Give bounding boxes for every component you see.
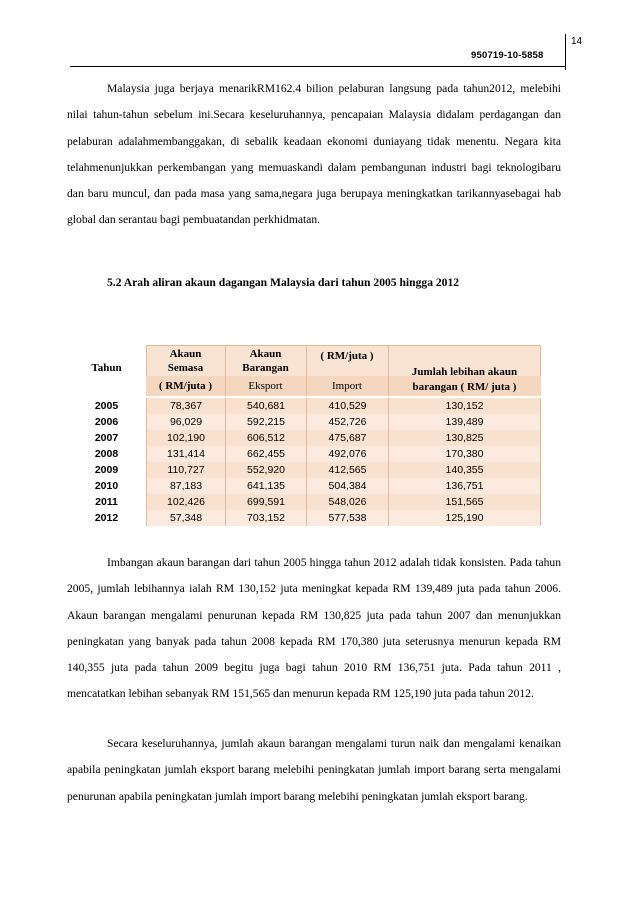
cell-eksport: 662,455 xyxy=(225,446,306,462)
header-tahun: Tahun xyxy=(91,362,122,374)
cell-year: 2010 xyxy=(94,480,119,492)
cell-year: 2007 xyxy=(94,432,119,444)
cell-lebihan: 130,152 xyxy=(388,398,541,414)
cell-import: 492,076 xyxy=(306,446,388,462)
header-akaun-semasa-line1: Akaun xyxy=(169,348,202,360)
cell-year: 2011 xyxy=(95,496,118,508)
cell-import: 475,687 xyxy=(306,430,388,446)
cell-lebihan: 136,751 xyxy=(388,478,541,494)
page-number: 14 xyxy=(571,36,583,47)
trade-table xyxy=(67,398,541,526)
section-heading: 5.2 Arah aliran akaun dagangan Malaysia dari tahun 2005 hingga 2012 xyxy=(107,276,460,289)
header-akaun-semasa-line2: Semasa xyxy=(167,362,204,374)
header-horizontal-rule xyxy=(70,66,566,67)
header-lebihan-line2: barangan ( RM/ juta ) xyxy=(412,381,517,393)
cell-import: 577,538 xyxy=(306,510,388,526)
cell-import: 452,726 xyxy=(306,414,388,430)
cell-lebihan: 130,825 xyxy=(388,430,541,446)
table-row xyxy=(67,430,541,446)
header-eksport: Eksport xyxy=(248,380,283,392)
table-row xyxy=(67,510,541,526)
cell-eksport: 592,215 xyxy=(225,414,306,430)
cell-lebihan: 140,355 xyxy=(388,462,541,478)
cell-import: 412,565 xyxy=(306,462,388,478)
cell-import: 548,026 xyxy=(306,494,388,510)
paragraph-intro: Malaysia juga berjaya menarikRM162.4 bilion pelaburan langsung pada tahun2012, melebihi nilai tahun-tahun sebelum ini.Secara keseluruhannya, pencapaian Malaysia didalam perdagangan dan pelaburan adalahmembanggakan, di sebalik keadaan ekonomi duniayang tidak menentu. Negara kita telahmenunjukkan perkembangan yang memuaskandi dalam pembangunan industri bagi teknologibaru dan baru muncul, dan pada masa yang sama,negara juga berupaya meningkatkan tarikannyasebagai hab global dan serantau bagi pembuatandan perkhidmatan. xyxy=(67,82,561,227)
table-row xyxy=(67,478,541,494)
cell-eksport: 703,152 xyxy=(225,510,306,526)
cell-year: 2012 xyxy=(94,512,119,524)
cell-eksport: 641,135 xyxy=(225,478,306,494)
table-row xyxy=(67,494,541,510)
cell-eksport: 606,512 xyxy=(225,430,306,446)
cell-eksport: 540,681 xyxy=(225,398,306,414)
cell-akaun-semasa: 102,426 xyxy=(146,494,225,510)
cell-akaun-semasa: 96,029 xyxy=(146,414,225,430)
cell-year: 2009 xyxy=(94,464,119,476)
header-akaun-barangan-line2: Barangan xyxy=(242,362,289,374)
cell-akaun-semasa: 87,183 xyxy=(146,478,225,494)
cell-lebihan: 125,190 xyxy=(388,510,541,526)
cell-lebihan: 139,489 xyxy=(388,414,541,430)
cell-akaun-semasa: 131,414 xyxy=(146,446,225,462)
cell-akaun-semasa: 110,727 xyxy=(146,462,225,478)
table-header xyxy=(67,345,541,396)
table-row xyxy=(67,398,541,414)
header-lebihan-line1: Jumlah lebihan akaun xyxy=(411,366,518,378)
paragraph-analysis: Imbangan akaun barangan dari tahun 2005 hingga tahun 2012 adalah tidak konsisten. Pada tahun 2005, jumlah lebihannya ialah RM 130,152 juta meningkat kepada RM 139,489 juta pada tahun 2006. Akaun barangan mengalami penurunan kepada RM 130,825 juta pada tahun 2007 dan menunjukkan peningkatan yang banyak pada tahun 2008 kepada RM 170,380 juta seterusnya menurun kepada RM 140,355 juta pada tahun 2009 begitu juga bagi tahun 2010 RM 136,751 juta. Pada tahun 2011 , mencatatkan lebihan sebanyak RM 151,565 dan menurun kepada RM 125,190 juta pada tahun 2012. xyxy=(67,556,561,701)
cell-akaun-semasa: 57,348 xyxy=(146,510,225,526)
header-vertical-rule xyxy=(565,34,566,70)
header-import: Import xyxy=(332,380,362,392)
cell-import: 504,384 xyxy=(306,478,388,494)
cell-year: 2006 xyxy=(94,416,119,428)
paragraph-conclusion: Secara keseluruhannya, jumlah akaun barangan mengalami turun naik dan mengalami kenaikan apabila peningkatan jumlah eksport barang melebihi peningkatan jumlah import barang serta mengalami penurunan apabila peningkatan jumlah import barang melebihi peningkatan jumlah eksport barang. xyxy=(67,737,561,803)
header-akaun-semasa-unit: ( RM/juta ) xyxy=(158,380,213,392)
cell-year: 2008 xyxy=(94,448,119,460)
cell-akaun-semasa: 78,367 xyxy=(146,398,225,414)
cell-import: 410,529 xyxy=(306,398,388,414)
cell-eksport: 699,591 xyxy=(225,494,306,510)
cell-lebihan: 170,380 xyxy=(388,446,541,462)
table-row xyxy=(67,446,541,462)
cell-year: 2005 xyxy=(94,400,119,412)
header-unit: ( RM/juta ) xyxy=(320,350,374,362)
document-id: 950719-10-5858 xyxy=(471,50,544,61)
cell-akaun-semasa: 102,190 xyxy=(146,430,225,446)
table-row xyxy=(67,462,541,478)
cell-lebihan: 151,565 xyxy=(388,494,541,510)
table-row xyxy=(67,414,541,430)
header-akaun-barangan-line1: Akaun xyxy=(249,348,282,360)
cell-eksport: 552,920 xyxy=(225,462,306,478)
